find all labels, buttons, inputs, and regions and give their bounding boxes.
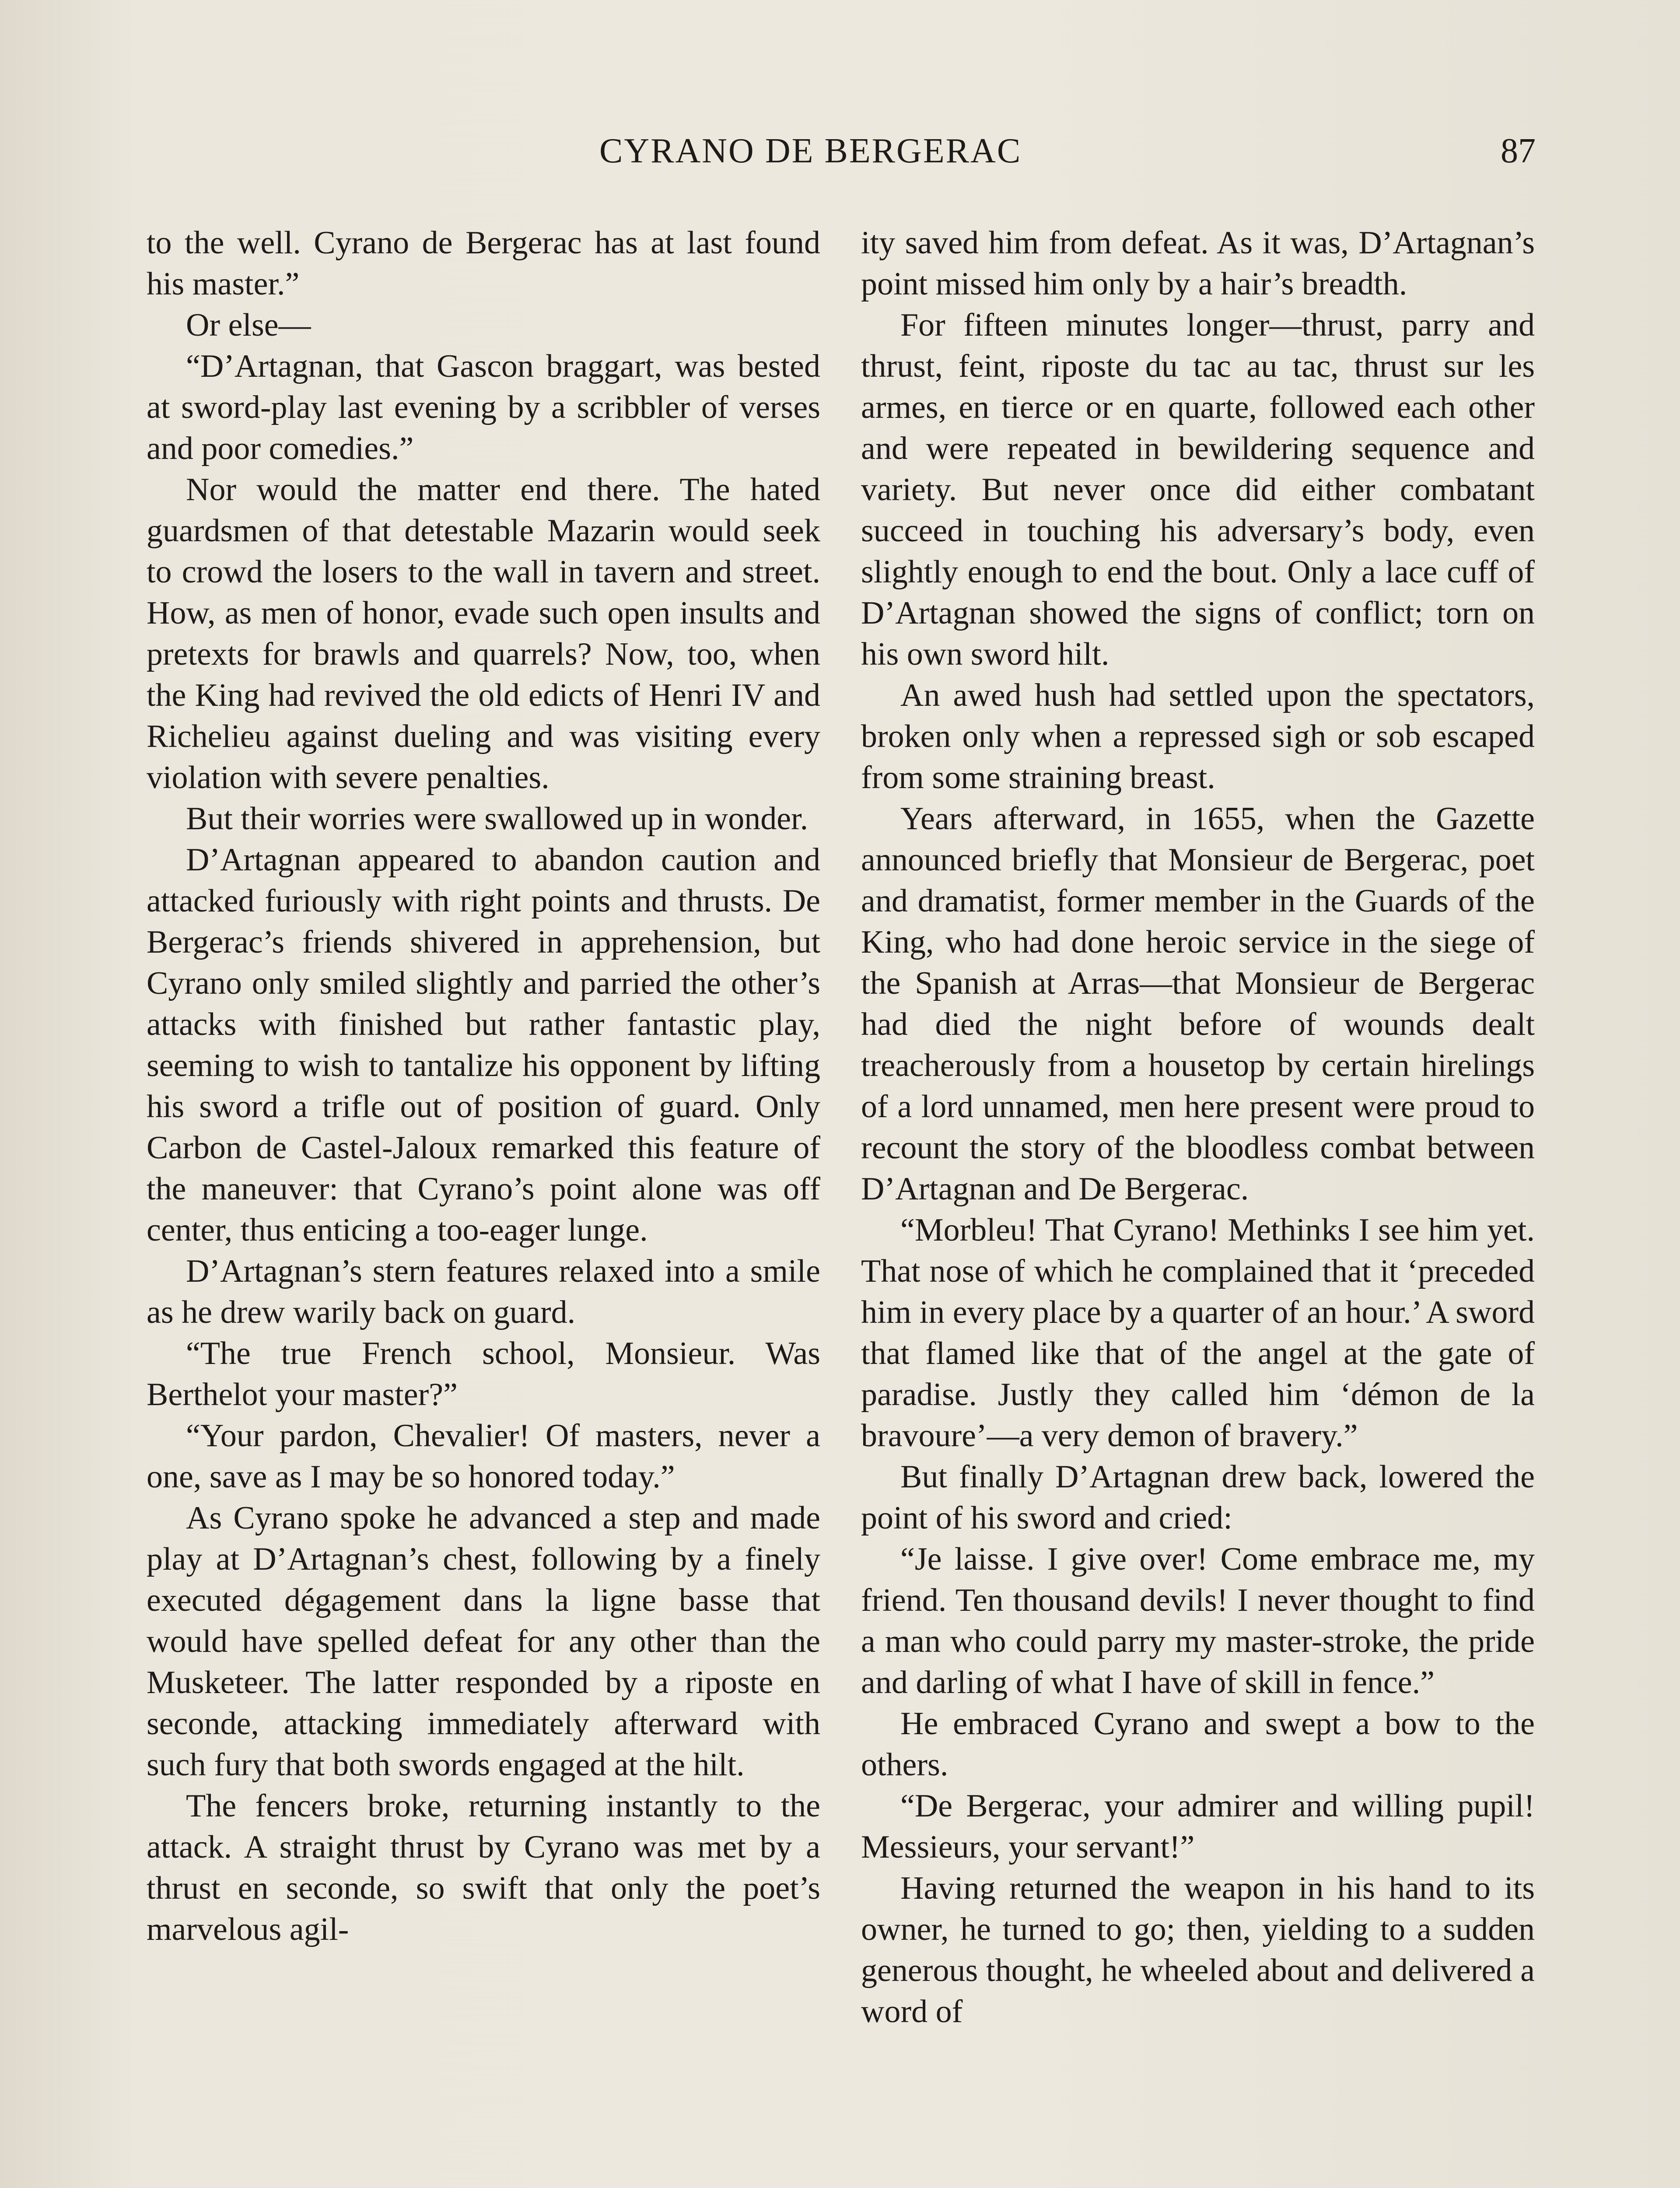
paragraph: Nor would the matter end there. The hated guardsmen of that detestable Mazarin would seek to crowd the losers to the wall in tavern and street. How, as men of honor, evade such open insults and pretexts for brawls and quarrels? Now, too, when the King had revived the old edicts of Henri IV and Richelieu against dueling and was visiting every violation with severe penalties. bbox=[147, 472, 820, 796]
paragraph: But their worries were swallowed up in wonder. bbox=[186, 801, 808, 837]
paragraph: D’Artagnan’s stern features relaxed into a smile as he drew warily back on guard. bbox=[147, 1253, 820, 1330]
page-number: 87 bbox=[1501, 132, 1536, 170]
paragraph: ity saved him from defeat. As it was, D’Artagnan’s point missed him only by a hair’s breadth. bbox=[861, 225, 1535, 302]
paragraph: D’Artagnan appeared to abandon caution and attacked furiously with right points and thrusts. De Bergerac’s friends shivered in apprehension, but Cyrano only smiled slightly and parried the other’s attacks with finished but rather fantastic play, seeming to wish to tantalize his opponent by lifting his sword a trifle out of position of guard. Only Carbon de Castel-Jaloux remarked this feature of the maneuver: that Cyrano’s point alone was off center, thus enticing a too-eager lunge. bbox=[147, 842, 820, 1248]
paragraph: Or else— bbox=[186, 307, 311, 343]
left-text-column bbox=[147, 222, 820, 1950]
paragraph: He embraced Cyrano and swept a bow to the others. bbox=[861, 1706, 1535, 1783]
paragraph: “De Bergerac, your admirer and willing pupil! Messieurs, your servant!” bbox=[861, 1788, 1535, 1865]
paragraph: But finally D’Artagnan drew back, lowered the point of his sword and cried: bbox=[861, 1459, 1535, 1536]
paragraph: For fifteen minutes longer—thrust, parry and thrust, feint, riposte du tac au tac, thrust sur les armes, en tierce or en quarte, followed each other and were repeated in bewildering sequence and variety. But never once did either combatant succeed in touching his adversary’s body, even slightly enough to end the bout. Only a lace cuff of D’Artagnan showed the signs of conflict; torn on his own sword hilt. bbox=[861, 307, 1535, 672]
paragraph: “D’Artagnan, that Gascon braggart, was bested at sword-play last evening by a scribbler of verses and poor comedies.” bbox=[147, 348, 820, 466]
paragraph: As Cyrano spoke he advanced a step and made play at D’Artagnan’s chest, following by a finely executed dégagement dans la ligne basse that would have spelled defeat for any other than the Musketeer. The latter responded by a riposte en seconde, attacking immediately afterward with such fury that both swords engaged at the hilt. bbox=[147, 1500, 820, 1783]
paragraph: “Je laisse. I give over! Come embrace me, my friend. Ten thousand devils! I never thought to find a man who could parry my master-stroke, the pride and darling of what I have of skill in fence.” bbox=[861, 1541, 1535, 1701]
paragraph: “Your pardon, Chevalier! Of masters, never a one, save as I may be so honored today.” bbox=[147, 1418, 820, 1495]
right-text-column bbox=[861, 222, 1535, 2032]
paragraph: “Morbleu! That Cyrano! Methinks I see him yet. That nose of which he complained that it ‘preceded him in every place by a quarter of an hour.’ A sword that flamed like that of the angel at the gate of paradise. Justly they called him ‘démon de la bravoure’—a very demon of bravery.” bbox=[861, 1212, 1535, 1454]
paragraph: Years afterward, in 1655, when the Gazette announced briefly that Monsieur de Bergerac, poet and dramatist, former member in the Guards of the King, who had done heroic service in the siege of the Spanish at Arras—that Monsieur de Bergerac had died the night before of wounds dealt treacherously from a housetop by certain hirelings of a lord unnamed, men here present were proud to recount the story of the bloodless combat between D’Artagnan and De Bergerac. bbox=[861, 801, 1535, 1207]
paragraph: An awed hush had settled upon the spectators, broken only when a repressed sigh or sob escaped from some straining breast. bbox=[861, 677, 1535, 796]
paragraph: The fencers broke, returning instantly to the attack. A straight thrust by Cyrano was met by a thrust en seconde, so swift that only the poet’s marvelous agil- bbox=[147, 1788, 820, 1947]
paragraph: Having returned the weapon in his hand to its owner, he turned to go; then, yielding to a sudden generous thought, he wheeled about and delivered a word of bbox=[861, 1870, 1535, 2030]
paragraph: “The true French school, Monsieur. Was Berthelot your master?” bbox=[147, 1336, 820, 1413]
paragraph: to the well. Cyrano de Bergerac has at last found his master.” bbox=[147, 225, 820, 302]
page-header bbox=[144, 131, 1536, 184]
running-title: CYRANO DE BERGERAC bbox=[599, 132, 1022, 170]
